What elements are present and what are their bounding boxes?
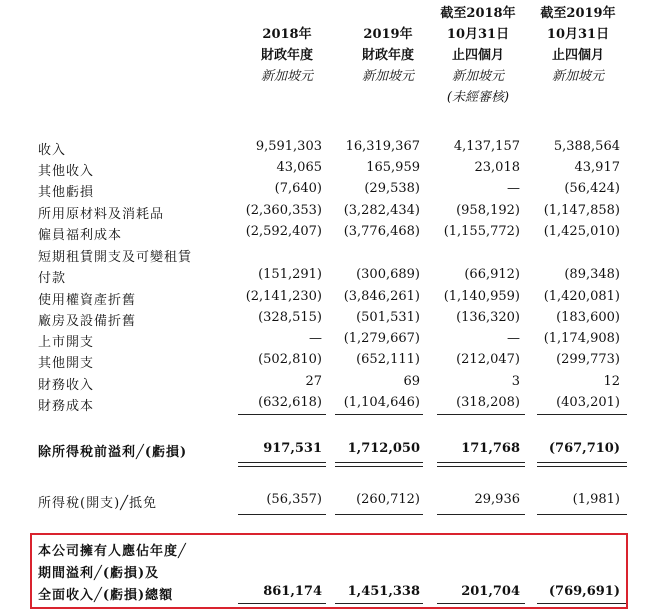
statement-row-label: 僱員福利成本	[38, 228, 123, 243]
statement-row-value: 69	[403, 374, 420, 389]
single-underline	[437, 414, 525, 415]
statement-row-label: 使用權資產折舊	[38, 293, 137, 308]
statement-row-value: (29,538)	[364, 181, 420, 196]
statement-row-value: (1,420,081)	[543, 289, 620, 304]
column-header-line: 2018年	[262, 27, 312, 42]
statement-row-value: (1,104,646)	[343, 395, 420, 410]
statement-row-label: 其他開支	[38, 356, 95, 371]
statement-row-value: (183,600)	[556, 310, 620, 325]
statement-row-value: 43,917	[574, 160, 620, 175]
statement-row-value: (3,282,434)	[343, 203, 420, 218]
column-header-line: 截至2018年	[440, 6, 516, 21]
statement-row-label: 收入	[38, 143, 67, 158]
total-comprehensive-income-value: 861,174	[263, 584, 322, 599]
statement-row-value: (7,640)	[274, 181, 322, 196]
statement-row-label: 其他收入	[38, 164, 95, 179]
statement-row-value: 27	[305, 374, 322, 389]
statement-row-value: (502,810)	[258, 352, 322, 367]
statement-row-value: (136,320)	[456, 310, 520, 325]
statement-row-value: —	[507, 181, 520, 196]
statement-row-value: (212,047)	[456, 352, 520, 367]
statement-row-value: (328,515)	[258, 310, 322, 325]
statement-row-value: (403,201)	[556, 395, 620, 410]
statement-row-label: 短期租賃開支及可變租賃	[38, 250, 193, 265]
statement-row-value: (300,689)	[356, 267, 420, 282]
statement-row-value: 165,959	[366, 160, 420, 175]
statement-row-value: (1,425,010)	[543, 224, 620, 239]
total-label-line: 全面收入╱(虧損)總額	[38, 588, 174, 603]
single-underline	[238, 514, 326, 515]
statement-row-value: (501,531)	[356, 310, 420, 325]
statement-row-value: —	[309, 331, 322, 346]
single-underline	[437, 514, 525, 515]
single-underline	[537, 514, 627, 515]
statement-row-label: 付款	[38, 271, 67, 286]
income-tax-value: (1,981)	[572, 492, 620, 507]
column-header-line: 10月31日	[546, 27, 610, 42]
total-comprehensive-income-value: 1,451,338	[347, 584, 420, 599]
column-header-line: 2019年	[363, 27, 413, 42]
statement-row-value: 16,319,367	[345, 139, 420, 154]
statement-row-value: (652,111)	[356, 352, 420, 367]
statement-row-label: 所用原材料及消耗品	[38, 207, 165, 222]
total-label-line: 本公司擁有人應佔年度╱	[38, 544, 187, 559]
column-header-line: 財政年度	[361, 48, 414, 63]
column-header-line: 新加坡元	[361, 69, 414, 84]
single-underline	[335, 514, 423, 515]
statement-row-value: (56,424)	[564, 181, 620, 196]
statement-row-value: (1,279,667)	[343, 331, 420, 346]
statement-row-value: 43,065	[276, 160, 322, 175]
profit-before-tax-value: 1,712,050	[347, 441, 420, 456]
single-underline	[537, 414, 627, 415]
statement-row-label: 廠房及設備折舊	[38, 314, 137, 329]
column-header-line: 止四個月	[551, 48, 604, 63]
income-tax-value: 29,936	[474, 492, 520, 507]
double-underline	[537, 462, 627, 467]
statement-row-label: 財務收入	[38, 378, 95, 393]
profit-before-tax-value: 917,531	[263, 441, 322, 456]
profit-before-tax-label: 除所得稅前溢利╱(虧損)	[38, 445, 188, 460]
statement-row-label: 其他虧損	[38, 185, 95, 200]
double-underline	[335, 462, 423, 467]
statement-row-value: (2,141,230)	[245, 289, 322, 304]
column-header	[523, 3, 633, 87]
statement-row-value: 3	[511, 374, 520, 389]
income-tax-value: (260,712)	[356, 492, 420, 507]
column-header	[423, 3, 533, 108]
statement-row-label: 財務成本	[38, 399, 95, 414]
statement-row-value: 9,591,303	[255, 139, 322, 154]
statement-row-value: (299,773)	[556, 352, 620, 367]
column-header-line: 止四個月	[451, 48, 504, 63]
income-tax-label: 所得稅(開支)╱抵免	[38, 496, 157, 511]
statement-row-value: 23,018	[474, 160, 520, 175]
statement-row-value: (632,618)	[258, 395, 322, 410]
statement-row-value: (2,360,353)	[245, 203, 322, 218]
column-header-line: 截至2019年	[540, 6, 616, 21]
statement-row-value: —	[507, 331, 520, 346]
profit-before-tax-value: (767,710)	[548, 441, 620, 456]
statement-row-value: (89,348)	[564, 267, 620, 282]
column-header-line: 新加坡元	[551, 69, 604, 84]
income-tax-value: (56,357)	[266, 492, 322, 507]
column-header-line: 新加坡元	[260, 69, 313, 84]
single-underline	[335, 414, 423, 415]
statement-row-value: (1,140,959)	[443, 289, 520, 304]
statement-row-value: (3,776,468)	[343, 224, 420, 239]
statement-row-value: 4,137,157	[453, 139, 520, 154]
total-comprehensive-income-value: (769,691)	[548, 584, 620, 599]
statement-row-value: (66,912)	[464, 267, 520, 282]
statement-row-value: (1,147,858)	[543, 203, 620, 218]
statement-row-value: 12	[603, 374, 620, 389]
statement-row-value: 5,388,564	[553, 139, 620, 154]
column-header-line: (未經審核)	[446, 90, 510, 105]
total-label-line: 期間溢利╱(虧損)及	[38, 566, 160, 581]
statement-row-value: (1,174,908)	[543, 331, 620, 346]
double-underline	[238, 462, 326, 467]
column-header-line: 財政年度	[260, 48, 313, 63]
statement-row-value: (318,208)	[456, 395, 520, 410]
profit-before-tax-value: 171,768	[461, 441, 520, 456]
statement-row-value: (3,846,261)	[343, 289, 420, 304]
statement-row-label: 上市開支	[38, 335, 95, 350]
single-underline	[238, 414, 326, 415]
highlight-box	[30, 533, 628, 609]
double-underline	[437, 462, 525, 467]
statement-row-value: (1,155,772)	[443, 224, 520, 239]
column-header	[232, 24, 342, 87]
statement-row-value: (2,592,407)	[245, 224, 322, 239]
column-header-line: 10月31日	[446, 27, 510, 42]
statement-row-value: (958,192)	[456, 203, 520, 218]
column-header-line: 新加坡元	[451, 69, 504, 84]
total-comprehensive-income-value: 201,704	[461, 584, 520, 599]
statement-row-value: (151,291)	[258, 267, 322, 282]
